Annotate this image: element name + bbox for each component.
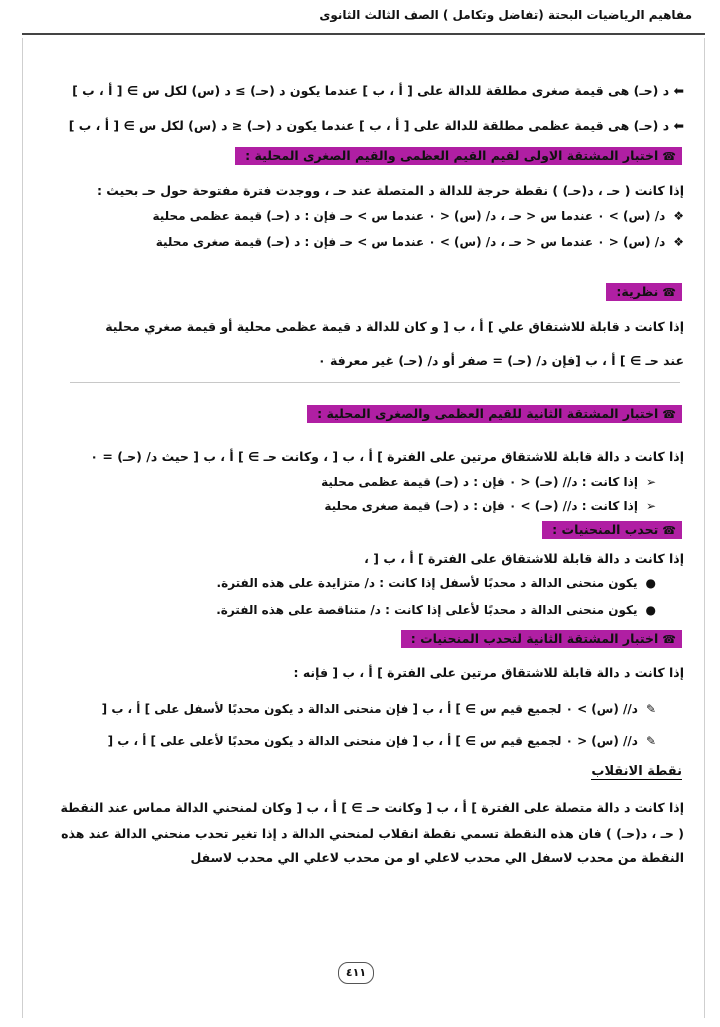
dot-bullet-icon: ● bbox=[645, 603, 656, 617]
concavity-intro: إذا كانت د دالة قابلة للاشتقاق على الفترة ] أ ، ب [ ، bbox=[364, 551, 684, 566]
section-heading-first-derivative: ☎اختبار المشتقة الاولى لقيم القيم العظمى والقيم الصغرى المحلية : bbox=[235, 147, 682, 165]
checkmark-bullet-icon: ➢ bbox=[645, 499, 656, 513]
diamond-bullet-icon: ❖ bbox=[673, 209, 684, 223]
section-heading-concavity-test: ☎اختبار المشتقة الثانية لتحدب المنحنيات : bbox=[401, 630, 682, 648]
section2-intro: إذا كانت د دالة قابلة للاشتقاق مرتين على الفترة ] أ ، ب [ ، وكانت حـ ∋ ] أ ، ب [ حيث د/ (حـ) = ٠ bbox=[90, 449, 684, 464]
theorem-line-2: عند حـ ∋ ] أ ، ب [فإن د/ (حـ) = صفر أو د/ (حـ) غير معرفة ٠ bbox=[317, 353, 684, 368]
diamond-bullet-icon: ❖ bbox=[673, 235, 684, 249]
pen-bullet-icon: ✎ bbox=[645, 702, 656, 716]
telephone-icon: ☎ bbox=[662, 150, 676, 163]
theorem-line-1: إذا كانت د قابلة للاشتقاق علي ] أ ، ب [ و كان للدالة د قيمة عظمى محلية أو قيمة صغري محلية bbox=[105, 319, 684, 334]
telephone-icon: ☎ bbox=[662, 286, 676, 299]
section3-item-1: ✎د// (س) > ٠ لجميع قيم س ∋ ] أ ، ب [ فإن منحنى الدالة د يكون محدبًا لأسفل على ] أ ، ب [ bbox=[101, 702, 656, 716]
section-heading-second-derivative: ☎اختبار المشتقة الثانية للقيم العظمى والصغرى المحلية : bbox=[307, 405, 682, 423]
intro-line-2: ⬅ د (حـ) هى قيمة عظمى مطلقة للدالة على [ أ ، ب ] عندما يكون د (حـ) ≤ د (س) لكل س ∋ [ أ ، ب ] bbox=[68, 118, 684, 133]
section2-item-1: ➢إذا كانت : د// (حـ) < ٠ فإن : د (حـ) قيمة عظمى محلية bbox=[321, 475, 656, 489]
section3-intro: إذا كانت د دالة قابلة للاشتقاق مرتين على الفترة ] أ ، ب [ فإنه : bbox=[293, 665, 684, 680]
section1-intro: إذا كانت ( حـ ، د(حـ) ) نقطة حرجة للدالة د المتصلة عند حـ ، ووجدت فترة مفتوحة حول حـ بحيث : bbox=[96, 183, 684, 198]
concavity-item-1: ●يكون منحنى الدالة د محدبًا لأسفل إذا كانت : د/ متزايدة على هذه الفترة. bbox=[216, 576, 656, 590]
checkmark-bullet-icon: ➢ bbox=[645, 475, 656, 489]
dot-bullet-icon: ● bbox=[645, 576, 656, 590]
intro-line-1: ⬅ د (حـ) هى قيمة صغرى مطلقة للدالة على [ أ ، ب ] عندما يكون د (حـ) ≥ د (س) لكل س ∋ [ أ ، ب ] bbox=[72, 83, 684, 98]
telephone-icon: ☎ bbox=[662, 408, 676, 421]
section1-item-2: ❖د/ (س) < ٠ عندما س < حـ ، د/ (س) > ٠ عندما س > حـ فإن : د (حـ) قيمة صغرى محلية bbox=[155, 235, 684, 249]
inflection-line-3: النقطة من محدب لاسفل الي محدب لاعلي او من محدب لاعلي الي محدب لاسفل bbox=[190, 850, 684, 865]
section2-item-2: ➢إذا كانت : د// (حـ) > ٠ فإن : د (حـ) قيمة صغرى محلية bbox=[324, 499, 656, 513]
page-number: ٤١١ bbox=[338, 962, 374, 984]
divider-line bbox=[70, 382, 680, 387]
inflection-line-2: ( حـ ، د(حـ) ) فان هذه النقطة تسمي نقطة انقلاب لمنحني الدالة د إذا تغير تحدب منحني الدالة عند هذه bbox=[61, 826, 684, 841]
section1-item-1: ❖د/ (س) > ٠ عندما س < حـ ، د/ (س) < ٠ عندما س > حـ فإن : د (حـ) قيمة عظمى محلية bbox=[152, 209, 684, 223]
arrow-left-icon: ⬅ bbox=[673, 83, 684, 98]
section-heading-theorem: ☎نظرية: bbox=[606, 283, 682, 301]
telephone-icon: ☎ bbox=[662, 524, 676, 537]
section-heading-concavity: ☎تحدب المنحنيات : bbox=[542, 521, 682, 539]
arrow-left-icon: ⬅ bbox=[673, 118, 684, 133]
inflection-line-1: إذا كانت د دالة متصلة على الفترة ] أ ، ب [ وكانت حـ ∋ ] أ ، ب [ وكان لمنحني الدالة مماس عند النقطة bbox=[60, 800, 684, 815]
section-heading-inflection: نقطة الانقلاب bbox=[591, 764, 682, 779]
page-header-title: مفاهيم الرياضيات البحتة (تفاضل وتكامل ) الصف الثالث الثانوى bbox=[319, 8, 692, 22]
header-divider bbox=[22, 33, 705, 35]
section3-item-2: ✎د// (س) < ٠ لجميع قيم س ∋ ] أ ، ب [ فإن منحنى الدالة د يكون محدبًا لأعلى على ] أ ، ب [ bbox=[107, 734, 656, 748]
pen-bullet-icon: ✎ bbox=[645, 734, 656, 748]
concavity-item-2: ●يكون منحنى الدالة د محدبًا لأعلى إذا كانت : د/ متناقصة على هذه الفترة. bbox=[216, 603, 656, 617]
telephone-icon: ☎ bbox=[662, 633, 676, 646]
